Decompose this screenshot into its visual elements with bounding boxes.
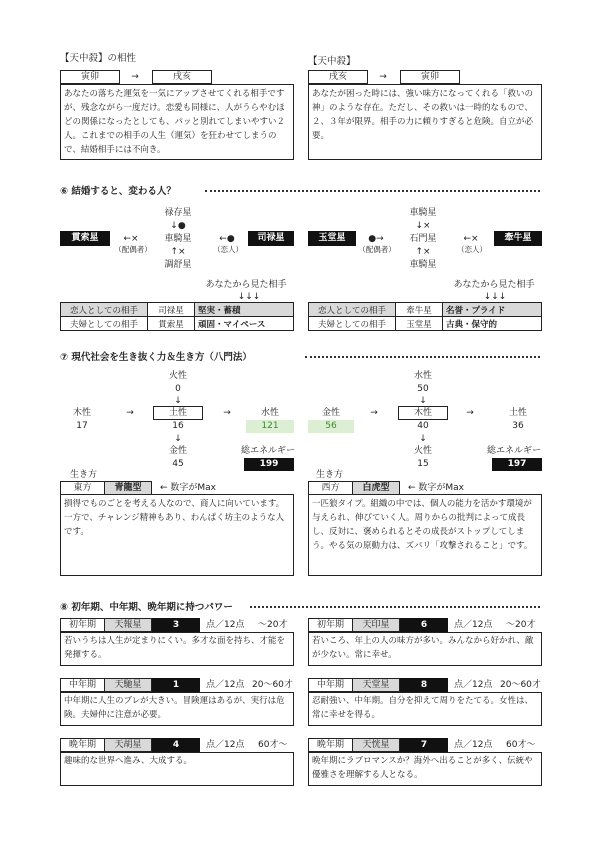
tenchu-right-to: 寅卯 (400, 70, 460, 84)
period-desc: 中年期に人生のブレが大きい。冒険運はあるが、実行は危険。夫婦仲に注意が必要。 (60, 692, 294, 726)
tenchu-right-from: 戌亥 (308, 70, 368, 84)
water-label: 水性 (413, 371, 432, 381)
spouse-caption: （配偶者） (114, 245, 152, 254)
arrow: ↓ (419, 434, 427, 444)
arrow: ↑× (415, 247, 431, 257)
row-trait: 頑固・マイペース (195, 317, 294, 331)
period-label: 中年期 (60, 678, 105, 692)
earth-label: 土性 (153, 406, 203, 420)
tenchu-right-title: 【天中殺】 (308, 56, 356, 67)
arrow: → (131, 72, 139, 82)
direction: 東方 (60, 481, 105, 495)
table-row (309, 303, 542, 317)
spouse-star: 玉堂星 (308, 231, 356, 246)
row-label: 夫婦としての相手 (61, 317, 148, 331)
period-unit: 点／12点 (454, 680, 493, 690)
row-label: 夫婦としての相手 (309, 317, 396, 331)
period-star: 天馳星 (104, 678, 152, 692)
fire-label: 火性 (413, 446, 432, 456)
lover-caption: （恋人） (457, 245, 487, 254)
period-age: 〜20才 (506, 620, 536, 630)
period-desc: 若いうちは人生が定まりにくい。多才な面を持ち、才能を発揮する。 (60, 632, 294, 666)
period-star: 天報星 (104, 618, 152, 632)
wood-label: 木性 (398, 406, 448, 420)
tenchu-right-desc: あなたが困った時には、強い味方になってくれる「救いの神」のような存在。ただし、その救いは一時的なもので、２、３年が限界。相手の力に頼りすぎると危険。自立が必要。 (308, 84, 542, 160)
arrow: → (126, 408, 134, 418)
period-age: 20〜60才 (252, 680, 293, 690)
earth-value: 16 (172, 421, 184, 431)
arrow: ←× (463, 234, 479, 244)
row-star: 牽牛星 (396, 303, 443, 317)
divider (250, 606, 540, 608)
center-star: 石門星 (409, 234, 437, 244)
way-label: 生き方 (316, 470, 344, 480)
arrow: → (379, 72, 387, 82)
period-score: 4 (152, 738, 200, 752)
fire-label: 火性 (168, 371, 187, 381)
max-note: ← 数字がMax (408, 483, 465, 493)
metal-label: 金性 (168, 446, 187, 456)
period-desc: 若いころ、年上の人の味方が多い。みんなから好かれ、敵が少ない。常に幸せ。 (308, 632, 542, 666)
period-score: 1 (152, 678, 200, 692)
bottom-star: 車騎星 (409, 260, 437, 270)
seen-label: あなたから見た相手 (453, 280, 535, 290)
arrows: ↓↓↓ (237, 292, 261, 302)
section8-heading: ⑧ 初年期、中年期、晩年期に持つパワー (60, 602, 233, 613)
center-star: 車騎星 (164, 234, 192, 244)
tenchu-left-to: 戌亥 (152, 70, 212, 84)
period-star: 天恍星 (352, 738, 400, 752)
section6-heading: ⑥ 結婚すると、変わる人？ (60, 186, 176, 197)
period-label: 晩年期 (60, 738, 105, 752)
lover-star: 牽牛星 (494, 231, 542, 246)
period-unit: 点／12点 (206, 740, 245, 750)
period-desc: 晩年期にラブロマンスか？海外へ出ることが多く、伝統や優雅さを理解する人となる。 (308, 752, 542, 786)
period-score: 7 (400, 738, 448, 752)
row-label: 恋人としての相手 (61, 303, 148, 317)
period-age: 〜20才 (258, 620, 288, 630)
period-score: 8 (400, 678, 448, 692)
period-desc: 忍耐強い、中年期。自分を抑えて周りをたてる。女性は、常に幸せを得る。 (308, 692, 542, 726)
tenchu-left-from: 寅卯 (60, 70, 120, 84)
top-star: 禄存星 (164, 208, 192, 218)
tenchu-left-title: 【天中殺】の相性 (60, 53, 137, 64)
period-label: 晩年期 (308, 738, 353, 752)
period-unit: 点／12点 (206, 620, 245, 630)
wood-value: 17 (76, 421, 88, 431)
life-desc: 損得でものごとを考える人なので、商人に向いています。一方で、チャレンジ精神もあり、わんぱく坊主のような人です。 (60, 494, 294, 576)
fire-value: 0 (175, 384, 181, 394)
energy-value: 199 (244, 458, 294, 471)
divider (305, 356, 540, 358)
seen-label: あなたから見た相手 (205, 280, 287, 290)
top-star: 車騎星 (409, 208, 437, 218)
life-type: 青龍型 (104, 481, 152, 495)
arrow: ↓ (174, 396, 182, 406)
period-age: 20〜60才 (500, 680, 541, 690)
earth-value: 36 (512, 421, 524, 431)
arrow: → (223, 408, 231, 418)
lover-caption: （恋人） (213, 245, 243, 254)
water-label: 水性 (260, 408, 279, 418)
life-type: 白虎型 (352, 481, 400, 495)
desc-line: パッと別れてしまいやすい２人。これまでの相手の人生（運気）を狂わせてしまうので、結婚相手には不向き。 (64, 117, 286, 155)
arrow: ↓● (170, 221, 186, 231)
row-label: 恋人としての相手 (309, 303, 396, 317)
row-star: 玉堂星 (396, 317, 443, 331)
wood-label: 木性 (72, 408, 91, 418)
table-row (61, 317, 294, 331)
period-unit: 点／12点 (454, 620, 493, 630)
arrow: ↓ (174, 434, 182, 444)
water-value: 121 (246, 420, 294, 433)
period-score: 3 (152, 618, 200, 632)
arrow: ←● (219, 234, 235, 244)
life-desc: 一匹狼タイプ。組織の中では、個人の能力を活かす環境が与えられ、伸びていく人。周りからの批判によって成長し、反対に、褒められるとその成長がストップしてしまう。やる気の原動力は、ズバリ「攻撃されること」です。 (308, 494, 542, 576)
earth-label: 土性 (508, 408, 527, 418)
relation-table (60, 302, 294, 331)
period-age: 60才〜 (258, 740, 288, 750)
energy-label: 総エネルギー (486, 446, 541, 456)
metal-value: 45 (172, 459, 184, 469)
row-trait: 名誉・プライド (443, 303, 542, 317)
period-star: 天印星 (352, 618, 400, 632)
arrows: ↓↓↓ (483, 292, 507, 302)
arrow: ↑× (170, 247, 186, 257)
spouse-caption: （配偶者） (358, 245, 396, 254)
max-note: ← 数字がMax (160, 483, 217, 493)
period-age: 60才〜 (506, 740, 536, 750)
way-label: 生き方 (70, 470, 98, 480)
energy-value: 197 (492, 458, 542, 471)
arrow: ←× (123, 234, 139, 244)
arrow: ↓ (419, 396, 427, 406)
period-star: 天堂星 (352, 678, 400, 692)
period-unit: 点／12点 (454, 740, 493, 750)
period-label: 中年期 (308, 678, 353, 692)
section7-heading: ⑦ 現代社会を生き抜く力＆生き方（八門法） (60, 352, 252, 363)
period-label: 初年期 (60, 618, 105, 632)
period-label: 初年期 (308, 618, 353, 632)
water-value: 50 (417, 384, 429, 394)
bottom-star: 調舒星 (164, 260, 192, 270)
arrow: ●→ (368, 234, 384, 244)
period-unit: 点／12点 (206, 680, 245, 690)
tenchu-left-desc (60, 84, 294, 160)
divider (205, 190, 540, 192)
period-desc: 趣味的な世界へ進み、大成する。 (60, 752, 294, 786)
row-star: 貫索星 (148, 317, 195, 331)
metal-value: 56 (308, 420, 354, 433)
arrow: ↓× (415, 221, 431, 231)
metal-label: 金性 (321, 408, 340, 418)
row-trait: 古典・保守的 (443, 317, 542, 331)
arrow: → (466, 408, 474, 418)
table-row (309, 317, 542, 331)
period-score: 6 (400, 618, 448, 632)
lover-star: 司禄星 (248, 231, 294, 246)
row-trait: 堅実・蓄積 (195, 303, 294, 317)
period-star: 天胡星 (104, 738, 152, 752)
relation-table (308, 302, 542, 331)
table-row (61, 303, 294, 317)
row-star: 司禄星 (148, 303, 195, 317)
direction: 西方 (308, 481, 353, 495)
spouse-star: 貫索星 (60, 231, 110, 246)
desc-line: あなたの落ちた運気を一気にアップさせてくれる相手ですが、残念ながら一度だけ。恋愛も同様に、人がうらやむほどの関係になったとしても、 (64, 89, 285, 127)
arrow: → (370, 408, 378, 418)
energy-label: 総エネルギー (240, 446, 295, 456)
fire-value: 15 (417, 459, 429, 469)
wood-value: 40 (417, 421, 429, 431)
